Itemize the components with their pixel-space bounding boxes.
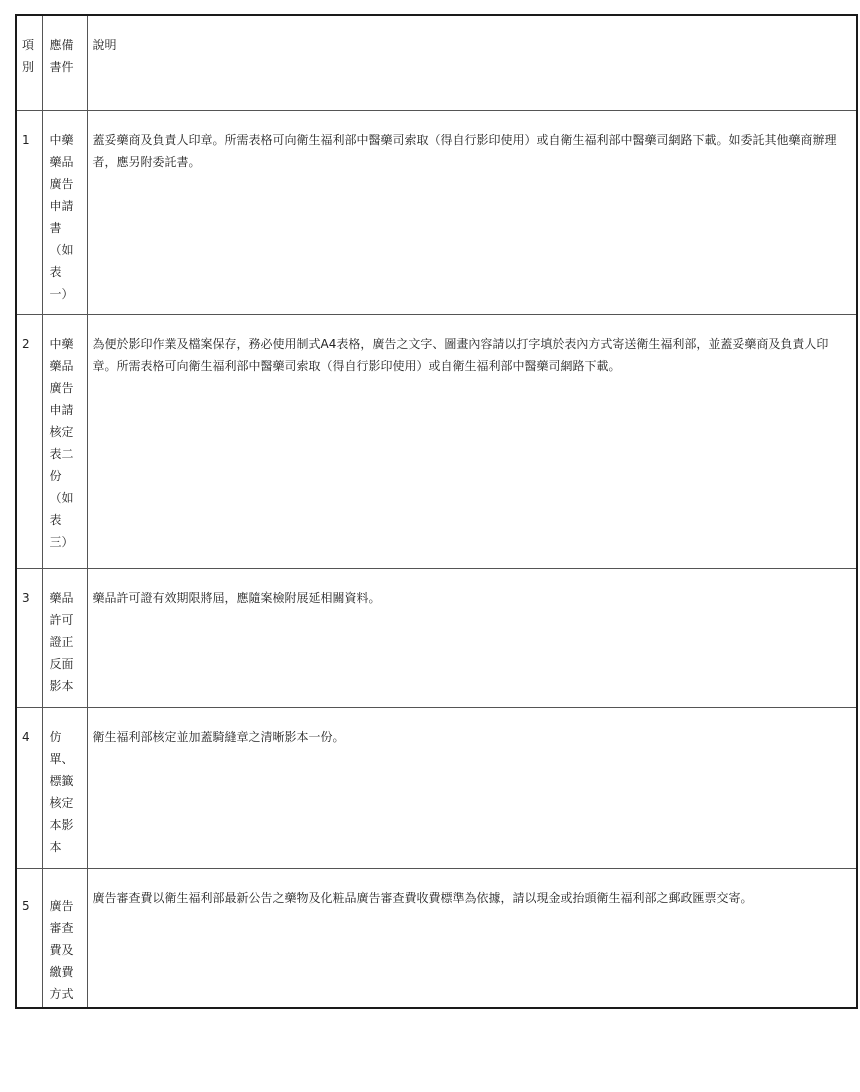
row-doc-cell (42, 869, 87, 1009)
row-no-cell (16, 869, 42, 1009)
table-row (16, 569, 857, 708)
row-no: 5 (22, 899, 30, 913)
row-doc: 仿單、標籤核定本影本 (49, 730, 74, 854)
row-desc: 蓋妥藥商及負責人印章。所需表格可向衛生福利部中醫藥司索取（得自行影印使用）或自衛生福利部中醫藥司網路下載。如委託其他藥商辦理者，應另附委託書。 (92, 133, 837, 169)
row-desc-cell (87, 111, 857, 315)
header-no-label: 項別 (22, 38, 35, 74)
row-no-cell (16, 708, 42, 869)
row-no-cell (16, 315, 42, 569)
row-doc: 廣告審查費及繳費方式 (49, 899, 74, 1001)
row-no: 4 (22, 730, 30, 744)
row-desc-cell (87, 315, 857, 569)
header-cell-no (16, 15, 42, 111)
header-desc-label: 說明 (92, 38, 117, 52)
row-desc: 廣告審查費以衛生福利部最新公告之藥物及化粧品廣告審查費收費標準為依據，請以現金或抬頭衛生福利部之郵政匯票交寄。 (92, 891, 753, 905)
requirements-table (15, 14, 858, 1009)
row-doc-cell (42, 315, 87, 569)
header-cell-desc (87, 15, 857, 111)
header-cell-doc (42, 15, 87, 111)
row-no: 2 (22, 337, 30, 351)
table-header-row (16, 15, 857, 111)
row-doc-cell (42, 569, 87, 708)
row-doc-cell (42, 708, 87, 869)
table-row (16, 708, 857, 869)
row-no-cell (16, 569, 42, 708)
row-desc: 為便於影印作業及檔案保存，務必使用制式A4表格，廣告之文字、圖畫內容請以打字填於表內方式寄送衛生福利部，並蓋妥藥商及負責人印章。所需表格可向衛生福利部中醫藥司索取（得自行影印使用）或自衛生福利部中醫藥司網路下載。 (92, 337, 829, 373)
header-doc-label: 應備書件 (49, 38, 74, 74)
row-desc-cell (87, 708, 857, 869)
row-desc-cell (87, 869, 857, 1009)
row-no: 3 (22, 591, 30, 605)
row-doc: 中藥藥品廣告申請核定表二份（如表三） (49, 337, 74, 549)
table-row (16, 315, 857, 569)
row-desc: 衛生福利部核定並加蓋騎縫章之清晰影本一份。 (92, 730, 345, 744)
row-no-cell (16, 111, 42, 315)
row-doc-cell (42, 111, 87, 315)
row-no: 1 (22, 133, 30, 147)
table-row (16, 111, 857, 315)
row-desc-cell (87, 569, 857, 708)
row-doc: 藥品許可證正反面影本 (49, 591, 74, 693)
row-desc: 藥品許可證有效期限將屆，應隨案檢附展延相關資料。 (92, 591, 381, 605)
row-doc: 中藥藥品廣告申請書（如表一） (49, 133, 74, 301)
table-row (16, 869, 857, 1009)
